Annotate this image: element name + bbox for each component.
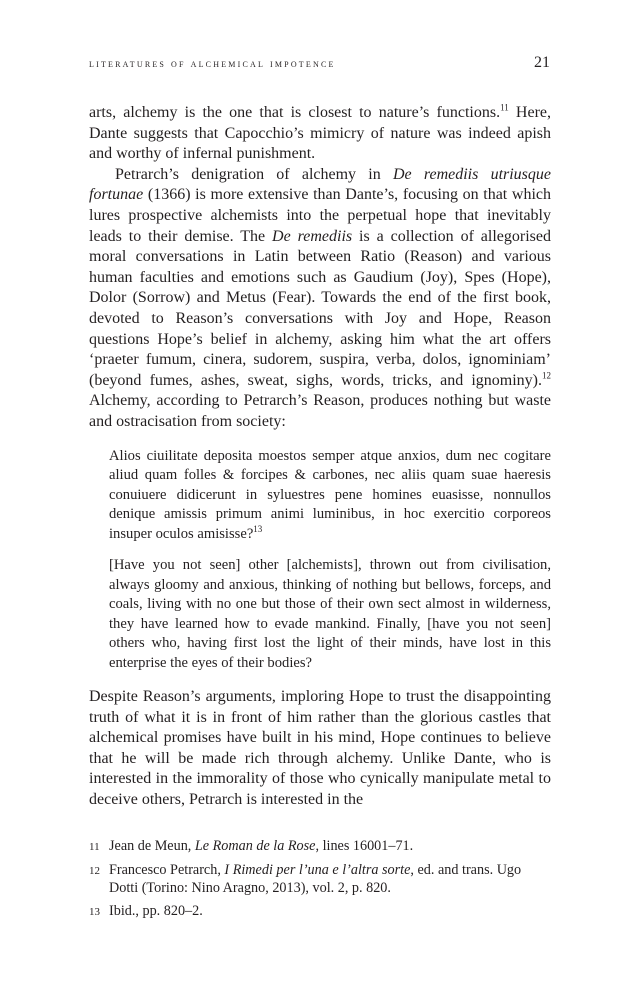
footnote — [89, 837, 551, 857]
paragraph-text: Here, Dante suggests that Capocchio’s mimicry of nature was indeed apish and worthy of infernal punishment. — [89, 104, 551, 163]
footnotes — [89, 837, 551, 925]
work-title: I Rimedi per l’una e l’altra sorte — [224, 861, 411, 878]
paragraph-text: (1366) is more extensive than Dante’s, focusing on that which lures prospective alchemists into the perpetual hope that inevitably leads to their demise. The — [89, 186, 551, 245]
footnote-part: , ed. and trans. Ugo Dotti (Torino: Nino Aragno, 2013), vol. 2, p. 820. — [109, 861, 522, 896]
footnote-text — [109, 837, 551, 857]
paragraph-text: Petrarch’s denigration of alchemy in — [115, 165, 393, 183]
footnote-ref-11: 11 — [500, 102, 509, 113]
paragraph-continuation — [89, 103, 551, 165]
body-text — [89, 103, 551, 811]
quote-text: Alios ciuilitate deposita moestos semper atque anxios, dum nec cogitare aliud quam folles & forcipes & carbones, nec aliis quam suae haeresis conuiuere didicerunt in syluestres pene homines euasisse, nonnullos denique amissis primum animi luminibus, in hoc exercitio corporeos insuper oculos amisisse? — [109, 447, 551, 542]
footnote — [89, 861, 551, 898]
footnote-number: 13 — [89, 905, 100, 918]
footnote-part: Ibid., pp. 820–2. — [109, 902, 203, 919]
footnote-text — [109, 902, 551, 922]
footnote-text — [109, 861, 551, 898]
running-head — [89, 54, 550, 72]
paragraph-text: arts, alchemy is the one that is closest to nature’s functions. — [89, 104, 501, 121]
paragraph-text: is a collection of allegorised moral conversations in Latin between Ratio (Reason) and various human faculties and emotions such as Gaudium (Joy), Spes (Hope), Dolor (Sorrow) and Metus (Fear). Towards the end of the first book, devoted to Reason’s conversations with Joy and Hope, Reason questions Hope’s belief in alchemy, asking him what the art offers ‘praeter fumum, cinera, sudorem, suspira, verba, dolos, ignominiam’ (beyond fumes, ashes, sweat, sighs, words, tricks, and ignominy). — [89, 227, 552, 389]
footnote-part: Jean de Meun, — [109, 838, 195, 854]
footnote — [89, 902, 551, 922]
paragraph-text: Alchemy, according to Petrarch’s Reason, produces nothing but waste and ostracisation from society: — [89, 392, 551, 430]
work-title: De remediis utriusque fortunae — [89, 165, 552, 204]
quote-latin — [109, 447, 551, 545]
paragraph-despite: Despite Reason’s arguments, imploring Hope to trust the disappointing truth of what it is in front of him rather than the glorious castles that alchemical promises have built in his mind, Hope continues to believe that he will be made rich through alchemy. Unlike Dante, who is interested in the immorality of those who cynically manipulate metal to deceive others, Petrarch is interested in the — [89, 688, 551, 808]
work-title: Le Roman de la Rose — [194, 838, 316, 854]
footnote-number: 12 — [89, 864, 100, 877]
block-quote — [109, 447, 551, 674]
footnote-ref-12: 12 — [542, 370, 551, 381]
quote-english: [Have you not seen] other [alchemists], thrown out from civilisation, always gloomy and anxious, thinking of nothing but bellows, forceps, and coals, living with no one but those of their own sect almost in wilderness, they have learned how to evade mankind. Finally, [have you not seen] others who, having first lost the light of their minds, have lost in this enterprise the eyes of their bodies? — [109, 557, 551, 671]
work-title: De remediis — [272, 227, 353, 245]
page-number: 21 — [534, 54, 550, 71]
footnote-number: 11 — [89, 841, 100, 853]
footnote-part: Francesco Petrarch, — [109, 861, 225, 878]
footnote-ref-13: 13 — [253, 523, 263, 534]
paragraph-petrarch — [89, 165, 551, 433]
running-title: literatures of alchemical impotence — [89, 58, 336, 70]
footnote-part: , lines 16001–71. — [315, 838, 414, 854]
